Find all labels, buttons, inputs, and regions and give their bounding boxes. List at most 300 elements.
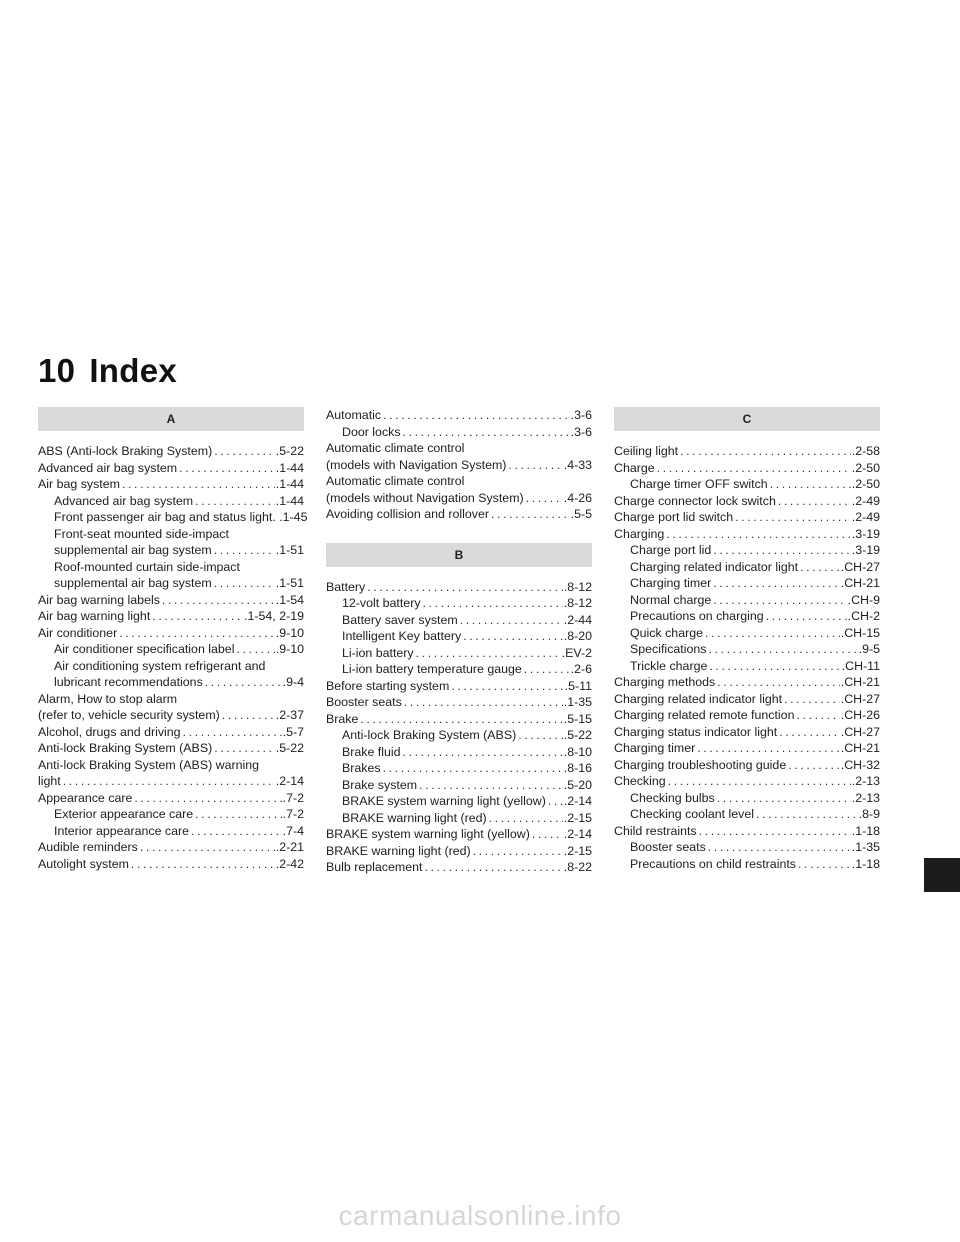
entry-page-ref[interactable]: .8-20 <box>563 629 592 643</box>
index-entry[interactable] <box>614 493 880 510</box>
entry-page-ref[interactable]: .9-4 <box>282 675 304 689</box>
index-subentry[interactable] <box>326 595 592 612</box>
index-entry[interactable] <box>326 843 592 860</box>
entry-term: Air conditioner specification label <box>54 642 235 656</box>
entry-page-ref[interactable]: .CH-2 <box>847 609 880 623</box>
entry-page-ref[interactable]: .2-44 <box>563 612 592 627</box>
index-entry[interactable] <box>326 490 592 507</box>
index-entry[interactable] <box>38 740 304 757</box>
dot-leader <box>214 575 275 592</box>
index-column-3 <box>614 407 880 872</box>
dot-leader <box>463 628 563 645</box>
entry-term: Trickle charge <box>630 658 708 673</box>
dot-leader <box>63 773 275 790</box>
index-entry[interactable] <box>614 460 880 477</box>
entry-term: Charge port lid <box>630 543 712 557</box>
entry-page-ref[interactable]: .CH-26 <box>840 708 880 722</box>
index-subentry[interactable] <box>614 592 880 609</box>
dot-leader <box>713 542 850 559</box>
index-entry[interactable] <box>326 473 592 490</box>
index-entry[interactable] <box>326 457 592 474</box>
index-entry-list <box>38 431 308 872</box>
index-entry[interactable] <box>326 678 592 695</box>
entry-term: Charging troubleshooting guide <box>614 757 787 772</box>
dot-leader <box>222 707 275 724</box>
index-entry-list <box>326 567 592 876</box>
entry-term: Brakes <box>342 761 381 775</box>
entry-page-ref[interactable]: .2-50 <box>851 477 880 491</box>
entry-term: Precautions on charging <box>630 609 764 623</box>
chapter-number: 10 <box>38 352 76 389</box>
entry-term: Charging methods <box>614 675 716 689</box>
entry-term: Before starting system <box>326 678 450 693</box>
entry-term: supplemental air bag system <box>54 576 212 590</box>
entry-term: Brake fluid <box>342 744 401 759</box>
entry-term: Charging related indicator light <box>630 559 799 574</box>
entry-term: Appearance care <box>38 790 133 805</box>
entry-page-ref[interactable]: .9-5 <box>858 642 880 656</box>
index-entry[interactable] <box>326 711 592 728</box>
entry-page-ref[interactable]: .2-58 <box>851 444 880 458</box>
index-subentry[interactable] <box>614 608 880 625</box>
dot-leader <box>140 839 275 856</box>
entry-term: Checking bulbs <box>630 790 715 805</box>
index-entry[interactable] <box>38 839 304 856</box>
dot-leader <box>404 694 563 711</box>
entry-page-ref[interactable]: .CH-9 <box>847 592 880 607</box>
dot-leader <box>735 509 851 526</box>
dot-leader <box>152 608 243 625</box>
entry-page-ref[interactable]: .CH-21 <box>840 741 880 755</box>
entry-term: Automatic climate control <box>326 441 465 455</box>
entry-page-ref[interactable]: .2-15 <box>563 810 592 825</box>
dot-leader <box>489 810 563 827</box>
index-subentry[interactable] <box>614 839 880 856</box>
index-subentry[interactable] <box>614 641 880 658</box>
entry-page-ref[interactable]: .8-22 <box>563 860 592 874</box>
entry-page-ref[interactable]: .2-15 <box>563 843 592 858</box>
entry-page-ref[interactable]: .3-6 <box>570 424 592 439</box>
entry-page-ref[interactable]: .3-19 <box>851 526 880 541</box>
entry-term: Intelligent Key battery <box>342 629 462 643</box>
entry-term: Advanced air bag system <box>38 460 178 475</box>
index-subentry[interactable] <box>326 760 592 777</box>
entry-term: Air bag warning light <box>38 609 151 623</box>
entry-page-ref[interactable]: .CH-32 <box>840 757 880 772</box>
dot-leader <box>162 592 275 609</box>
index-entry[interactable] <box>326 407 592 424</box>
index-entry[interactable] <box>38 691 304 708</box>
entry-page-ref[interactable]: .1-51 <box>275 576 304 590</box>
dot-leader <box>179 460 275 477</box>
index-entry[interactable] <box>38 773 304 790</box>
entry-term: Anti-lock Braking System (ABS) <box>342 728 517 742</box>
index-entry[interactable] <box>326 506 592 523</box>
index-entry[interactable] <box>38 790 304 807</box>
entry-term: Advanced air bag system <box>54 493 194 508</box>
index-subentry[interactable] <box>614 658 880 675</box>
index-entry[interactable] <box>38 724 304 741</box>
entry-page-ref[interactable]: .7-4 <box>282 823 304 838</box>
entry-page-ref[interactable]: .CH-15 <box>840 625 880 640</box>
dot-leader <box>713 592 846 609</box>
entry-term: Specifications <box>630 642 707 656</box>
entry-term: Charge timer OFF switch <box>630 477 768 491</box>
entry-page-ref[interactable]: .8-16 <box>563 761 592 775</box>
dot-leader <box>214 740 275 757</box>
index-subentry[interactable] <box>38 658 304 675</box>
dot-leader <box>756 806 858 823</box>
entry-term: BRAKE system warning light (yellow) <box>326 827 530 841</box>
chapter-name: Index <box>89 352 178 389</box>
entry-term: Autolight system <box>38 856 129 871</box>
entry-term: ABS (Anti-lock Braking System) <box>38 444 213 458</box>
entry-page-ref[interactable]: .1-44 <box>275 460 304 475</box>
dot-leader <box>119 625 275 642</box>
dot-leader <box>705 625 840 642</box>
index-subentry[interactable] <box>38 575 304 592</box>
entry-term: Exterior appearance care <box>54 807 194 821</box>
dot-leader <box>236 641 274 658</box>
dot-leader <box>191 823 282 840</box>
index-subentry[interactable] <box>614 625 880 642</box>
entry-page-ref[interactable]: .5-15 <box>563 711 592 726</box>
entry-page-ref[interactable]: .5-20 <box>563 777 592 792</box>
entry-term: Checking <box>614 774 666 788</box>
dot-leader <box>424 859 562 876</box>
index-subentry[interactable] <box>326 645 592 662</box>
entry-term: Air conditioner <box>38 625 118 640</box>
dot-leader <box>657 460 851 477</box>
index-subentry[interactable] <box>38 542 304 559</box>
dot-leader <box>770 476 851 493</box>
entry-page-ref[interactable]: .8-9 <box>858 807 880 821</box>
index-entry[interactable] <box>614 757 880 774</box>
index-subentry[interactable] <box>326 424 592 441</box>
entry-page-ref[interactable]: .2-42 <box>275 856 304 871</box>
index-entry[interactable] <box>614 823 880 840</box>
dot-leader <box>717 674 840 691</box>
dot-leader <box>508 457 562 474</box>
entry-page-ref[interactable]: .1-35 <box>563 695 592 709</box>
entry-term: Charging timer <box>630 576 712 590</box>
index-subentry[interactable] <box>614 559 880 576</box>
entry-term: Charging status indicator light <box>614 724 778 739</box>
entry-page-ref[interactable]: .CH-27 <box>840 691 880 706</box>
entry-term: Li-ion battery temperature gauge <box>342 662 522 676</box>
dot-leader <box>524 661 570 678</box>
index-subentry[interactable] <box>38 559 304 576</box>
dot-leader <box>709 658 840 675</box>
index-entry[interactable] <box>614 724 880 741</box>
entry-term: Interior appearance care <box>54 823 190 838</box>
entry-page-ref[interactable]: .2-14 <box>563 794 592 808</box>
entry-term: Charging timer <box>614 741 696 755</box>
entry-page-ref[interactable]: .3-19 <box>851 543 880 557</box>
entry-page-ref[interactable]: .7-2 <box>282 790 304 805</box>
entry-term: Battery <box>326 579 366 594</box>
entry-page-ref[interactable]: .1-54, 2-19 <box>244 609 304 623</box>
dot-leader <box>183 724 282 741</box>
index-subentry[interactable] <box>614 575 880 592</box>
index-entry[interactable] <box>326 579 592 596</box>
entry-term: Booster seats <box>326 695 402 709</box>
index-entry[interactable] <box>326 859 592 876</box>
entry-page-ref[interactable]: .5-5 <box>570 507 592 521</box>
index-entry[interactable] <box>38 707 304 724</box>
entry-page-ref[interactable]: .CH-27 <box>840 559 880 574</box>
index-subentry[interactable] <box>38 641 304 658</box>
dot-leader <box>403 424 570 441</box>
index-entry[interactable] <box>38 625 304 642</box>
entry-term: Charge port lid switch <box>614 510 734 524</box>
entry-term: lubricant recommendations <box>54 675 203 689</box>
entry-page-ref[interactable]: .3-6 <box>570 408 592 422</box>
entry-page-ref[interactable]: .2-13 <box>851 774 880 788</box>
dot-leader <box>532 826 563 843</box>
index-subentry[interactable] <box>614 790 880 807</box>
entry-term: Ceiling light <box>614 444 679 458</box>
index-entry[interactable] <box>614 509 880 526</box>
index-subentry[interactable] <box>326 810 592 827</box>
section-header-a: A <box>38 407 304 431</box>
dot-leader <box>460 612 563 629</box>
entry-page-ref[interactable]: .1-54 <box>275 592 304 607</box>
entry-page-ref[interactable]: .9-10 <box>275 642 304 656</box>
entry-page-ref[interactable]: .2-6 <box>570 662 592 676</box>
entry-page-ref[interactable]: .EV-2 <box>561 645 592 660</box>
index-entry[interactable] <box>38 856 304 873</box>
dot-leader <box>195 493 275 510</box>
entry-term: Automatic <box>326 408 382 422</box>
dot-leader <box>383 760 563 777</box>
index-entry[interactable] <box>38 460 304 477</box>
dot-leader <box>697 740 839 757</box>
chapter-title <box>38 352 177 390</box>
entry-page-ref[interactable]: .5-22 <box>275 741 304 755</box>
index-entry[interactable] <box>38 443 304 460</box>
entry-term: Front-seat mounted side-impact <box>54 526 229 541</box>
index-entry[interactable] <box>326 440 592 457</box>
index-entry[interactable] <box>38 757 304 774</box>
dot-leader <box>451 678 563 695</box>
entry-term: supplemental air bag system <box>54 543 212 557</box>
entry-page-ref[interactable]: .2-37 <box>275 708 304 722</box>
entry-page-ref[interactable]: .1-18 <box>851 856 880 871</box>
entry-page-ref[interactable]: .5-22 <box>275 444 304 458</box>
dot-leader <box>214 443 275 460</box>
entry-page-ref[interactable]: .1-44 <box>275 477 304 491</box>
entry-term: Li-ion battery <box>342 645 414 660</box>
dot-leader <box>779 724 840 741</box>
entry-term: Front passenger air bag and status light. .1-45 <box>54 510 308 524</box>
dot-leader <box>518 727 563 744</box>
entry-page-ref[interactable]: .2-14 <box>563 827 592 841</box>
dot-leader <box>360 711 562 728</box>
index-subentry[interactable] <box>326 612 592 629</box>
index-entry-list <box>614 431 880 872</box>
entry-term: Checking coolant level <box>630 807 754 821</box>
dot-leader <box>416 645 561 662</box>
dot-leader <box>766 608 847 625</box>
entry-term: Charge <box>614 460 655 475</box>
dot-leader <box>778 493 851 510</box>
dot-leader <box>713 575 839 592</box>
dot-leader <box>796 707 839 724</box>
entry-term: Alarm, How to stop alarm <box>38 691 178 706</box>
index-entry[interactable] <box>614 443 880 460</box>
dot-leader <box>668 773 851 790</box>
entry-page-ref[interactable]: .2-50 <box>851 460 880 475</box>
index-subentry[interactable] <box>326 793 592 810</box>
entry-term: Booster seats <box>630 840 706 854</box>
dot-leader <box>717 790 851 807</box>
dot-leader <box>680 443 851 460</box>
entry-page-ref[interactable]: .1-35 <box>851 840 880 854</box>
entry-page-ref[interactable]: .8-12 <box>563 596 592 610</box>
dot-leader <box>491 506 570 523</box>
entry-term: (models with Navigation System) <box>326 457 507 472</box>
entry-page-ref[interactable]: .2-49 <box>851 510 880 524</box>
entry-term: Automatic climate control <box>326 474 465 488</box>
index-entry[interactable] <box>326 826 592 843</box>
index-subentry[interactable] <box>38 823 304 840</box>
index-subentry[interactable] <box>326 744 592 761</box>
index-entry[interactable] <box>38 476 304 493</box>
entry-page-ref[interactable]: .CH-11 <box>841 658 880 673</box>
index-entry[interactable] <box>38 592 304 609</box>
dot-leader <box>383 407 570 424</box>
entry-term: Charge connector lock switch <box>614 493 776 508</box>
index-entry[interactable] <box>326 694 592 711</box>
entry-term: Audible reminders <box>38 840 138 854</box>
index-subentry[interactable] <box>38 493 304 510</box>
entry-page-ref[interactable]: .5-7 <box>282 724 304 739</box>
entry-term: Brake system <box>342 777 418 792</box>
entry-page-ref[interactable]: .2-13 <box>851 790 880 805</box>
index-subentry[interactable] <box>326 661 592 678</box>
entry-page-ref[interactable]: .2-49 <box>851 493 880 508</box>
index-entry[interactable] <box>614 691 880 708</box>
entry-term: light <box>38 774 61 788</box>
entry-term: Alcohol, drugs and driving <box>38 724 181 739</box>
index-entry[interactable] <box>614 674 880 691</box>
entry-term: 12-volt battery <box>342 596 421 610</box>
watermark-text: carmanualsonline.info <box>338 1200 622 1231</box>
entry-page-ref[interactable]: .CH-21 <box>840 576 880 590</box>
dot-leader <box>708 839 851 856</box>
dot-leader <box>526 490 563 507</box>
entry-page-ref[interactable]: .2-21 <box>275 840 304 854</box>
entry-term: Quick charge <box>630 625 704 640</box>
entry-term: Air conditioning system refrigerant and <box>54 658 266 673</box>
dot-leader <box>134 790 281 807</box>
entry-page-ref[interactable]: .4-26 <box>563 490 592 505</box>
index-subentry[interactable] <box>38 509 308 526</box>
index-column-1 <box>38 407 308 872</box>
entry-term: Bulb replacement <box>326 860 423 874</box>
entry-term: Charging <box>614 526 665 541</box>
dot-leader <box>131 856 275 873</box>
dot-leader <box>122 476 275 493</box>
entry-term: BRAKE system warning light (yellow) <box>342 794 546 808</box>
entry-term: Normal charge <box>630 592 712 607</box>
entry-page-ref[interactable]: .8-10 <box>563 744 592 759</box>
entry-term: (refer to, vehicle security system) <box>38 708 220 722</box>
entry-term: Door locks <box>342 424 401 439</box>
index-subentry[interactable] <box>614 806 880 823</box>
entry-term: Air bag warning labels <box>38 592 160 607</box>
index-subentry[interactable] <box>614 476 880 493</box>
entry-term: Brake <box>326 711 359 726</box>
index-entry[interactable] <box>38 608 304 625</box>
entry-page-ref[interactable]: .CH-27 <box>840 724 880 739</box>
entry-term: Battery saver system <box>342 612 458 627</box>
index-subentry[interactable] <box>38 526 304 543</box>
dot-leader <box>214 542 275 559</box>
entry-page-ref[interactable]: .7-2 <box>282 807 304 821</box>
dot-leader <box>699 823 851 840</box>
dot-leader <box>798 856 851 873</box>
entry-page-ref[interactable]: .5-22 <box>563 728 592 742</box>
entry-term: (models without Navigation System) <box>326 490 524 505</box>
entry-term: Avoiding collision and rollover <box>326 507 490 521</box>
dot-leader <box>800 559 840 576</box>
entry-term: Precautions on child restraints <box>630 856 796 871</box>
entry-term: Charging related remote function <box>614 708 795 722</box>
entry-term: Roof-mounted curtain side-impact <box>54 559 240 574</box>
entry-page-ref[interactable]: .1-51 <box>275 543 304 557</box>
entry-page-ref[interactable]: .5-11 <box>564 678 592 693</box>
index-subentry[interactable] <box>614 856 880 873</box>
dot-leader <box>403 744 563 761</box>
index-column-2 <box>326 407 592 876</box>
dot-leader <box>423 595 563 612</box>
index-subentry[interactable] <box>38 806 304 823</box>
index-entry[interactable] <box>614 707 880 724</box>
index-subentry[interactable] <box>614 542 880 559</box>
entry-term: BRAKE warning light (red) <box>342 810 487 825</box>
entry-page-ref[interactable]: .2-14 <box>275 774 304 788</box>
index-subentry[interactable] <box>326 777 592 794</box>
entry-term: Charging related indicator light <box>614 691 783 706</box>
index-entry[interactable] <box>614 526 880 543</box>
index-subentry[interactable] <box>38 674 304 691</box>
index-subentry[interactable] <box>326 727 592 744</box>
index-entry[interactable] <box>614 740 880 757</box>
dot-leader <box>195 806 282 823</box>
entry-page-ref[interactable]: .1-44 <box>275 493 304 508</box>
section-header-c: C <box>614 407 880 431</box>
index-subentry[interactable] <box>326 628 592 645</box>
dot-leader <box>419 777 563 794</box>
dot-leader <box>205 674 282 691</box>
dot-leader <box>708 641 857 658</box>
entry-page-ref[interactable]: .8-12 <box>563 579 592 594</box>
index-entry-list <box>326 407 592 523</box>
entry-term: Anti-lock Braking System (ABS) warning <box>38 757 260 772</box>
dot-leader <box>666 526 850 543</box>
entry-page-ref[interactable]: .9-10 <box>275 625 304 640</box>
entry-term: Child restraints <box>614 823 697 838</box>
index-entry[interactable] <box>614 773 880 790</box>
entry-page-ref[interactable]: .1-18 <box>851 823 880 838</box>
section-header-b: B <box>326 543 592 567</box>
entry-page-ref[interactable]: .4-33 <box>563 457 592 472</box>
dot-leader <box>367 579 562 596</box>
dot-leader <box>788 757 840 774</box>
entry-page-ref[interactable]: .CH-21 <box>840 675 880 689</box>
